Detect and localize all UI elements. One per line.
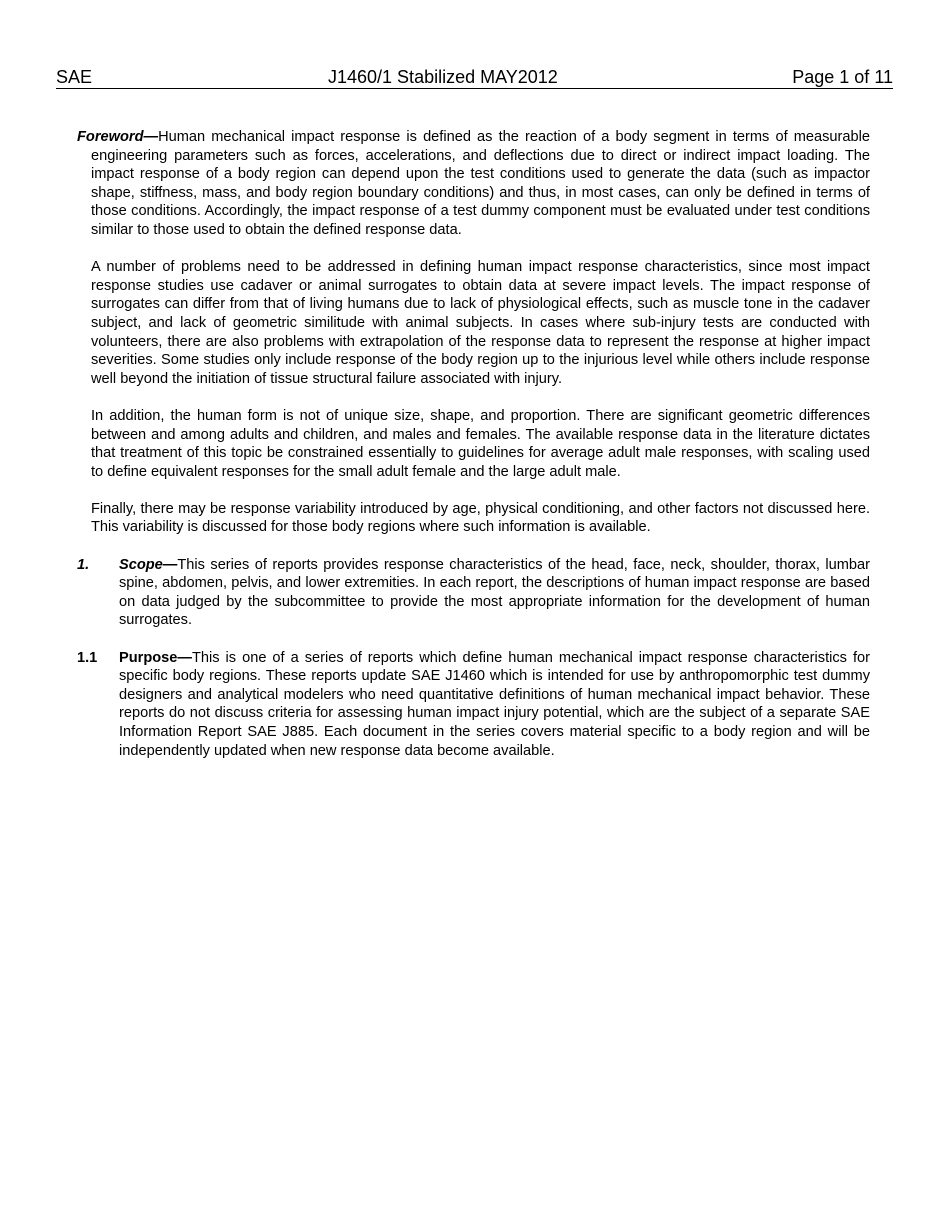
foreword-paragraph xyxy=(77,128,870,240)
scope-section xyxy=(77,556,870,630)
body-paragraph-problems: A number of problems need to be addressed in defining human impact response characteristics, since most impact response studies use cadaver or animal surrogates to obtain data at severe impact levels. The impact response of surrogates can differ from that of living humans due to lack of physiological effects, such as muscle tone in the cadaver subject, and lack of geometric similitude with animal subjects. In cases where sub-injury tests are conducted with volunteers, there are also problems with extrapolation of the response data to represent the response at higher impact severities. Some studies only include response of the body region up to the injurious level while others include response well beyond the initiation of tissue structural failure associated with injury. xyxy=(91,259,870,387)
foreword-label: Foreword— xyxy=(77,129,159,145)
document-body xyxy=(77,128,870,779)
foreword-text: Human mechanical impact response is defined as the reaction of a body segment in terms of measurable engineering parameters such as forces, accelerations, and deflections due to direct or indirect impact loading. The impact response of a body region can depend upon the test conditions used to generate the data (such as impactor shape, stiffness, mass, and body region boundary conditions) and thus, in most cases, can only be defined in terms of those conditions. Accordingly, the impact response of a test dummy component must be evaluated under test conditions similar to those used to obtain the defined response data. xyxy=(91,129,870,238)
body-paragraph-variability: Finally, there may be response variability introduced by age, physical conditioning, and other factors not discussed here. This variability is discussed for those body regions where such information is available. xyxy=(91,500,870,536)
page-header xyxy=(56,66,893,89)
scope-label: Scope— xyxy=(119,556,178,573)
header-doc-id: J1460/1 Stabilized MAY2012 xyxy=(328,67,558,87)
purpose-number: 1.1 xyxy=(77,649,98,666)
scope-number: 1. xyxy=(77,556,90,573)
purpose-section xyxy=(77,649,870,761)
purpose-text: This is one of a series of reports which define human mechanical impact response characteristics for specific body regions. These reports update SAE J1460 which is intended for use by anthropomorphic test dummy designers and analytical modelers who need quantitative definitions of human mechanical impact behavior. These reports do not discuss criteria for assessing human impact injury potential, which are the subject of a separate SAE Information Report SAE J885. Each document in the series covers material specific to a body region and will be independently updated when new response data become available. xyxy=(119,649,870,759)
header-org: SAE xyxy=(56,67,93,87)
purpose-label: Purpose— xyxy=(119,649,192,666)
header-page-number: Page 1 of 11 xyxy=(792,67,893,87)
body-paragraph-human-form: In addition, the human form is not of unique size, shape, and proportion. There are significant geometric differences between and among adults and children, and males and females. The available response data in the literature dictates that treatment of this topic be constrained essentially to guidelines for average adult male responses, with scaling used to define equivalent responses for the small adult female and the large adult male. xyxy=(91,407,870,480)
scope-text: This series of reports provides response characteristics of the head, face, neck, shoulder, thorax, lumbar spine, abdomen, pelvis, and lower extremities. In each report, the descriptions of human impact response are based on data judged by the subcommittee to provide the most appropriate information for the development of human surrogates. xyxy=(119,556,870,629)
